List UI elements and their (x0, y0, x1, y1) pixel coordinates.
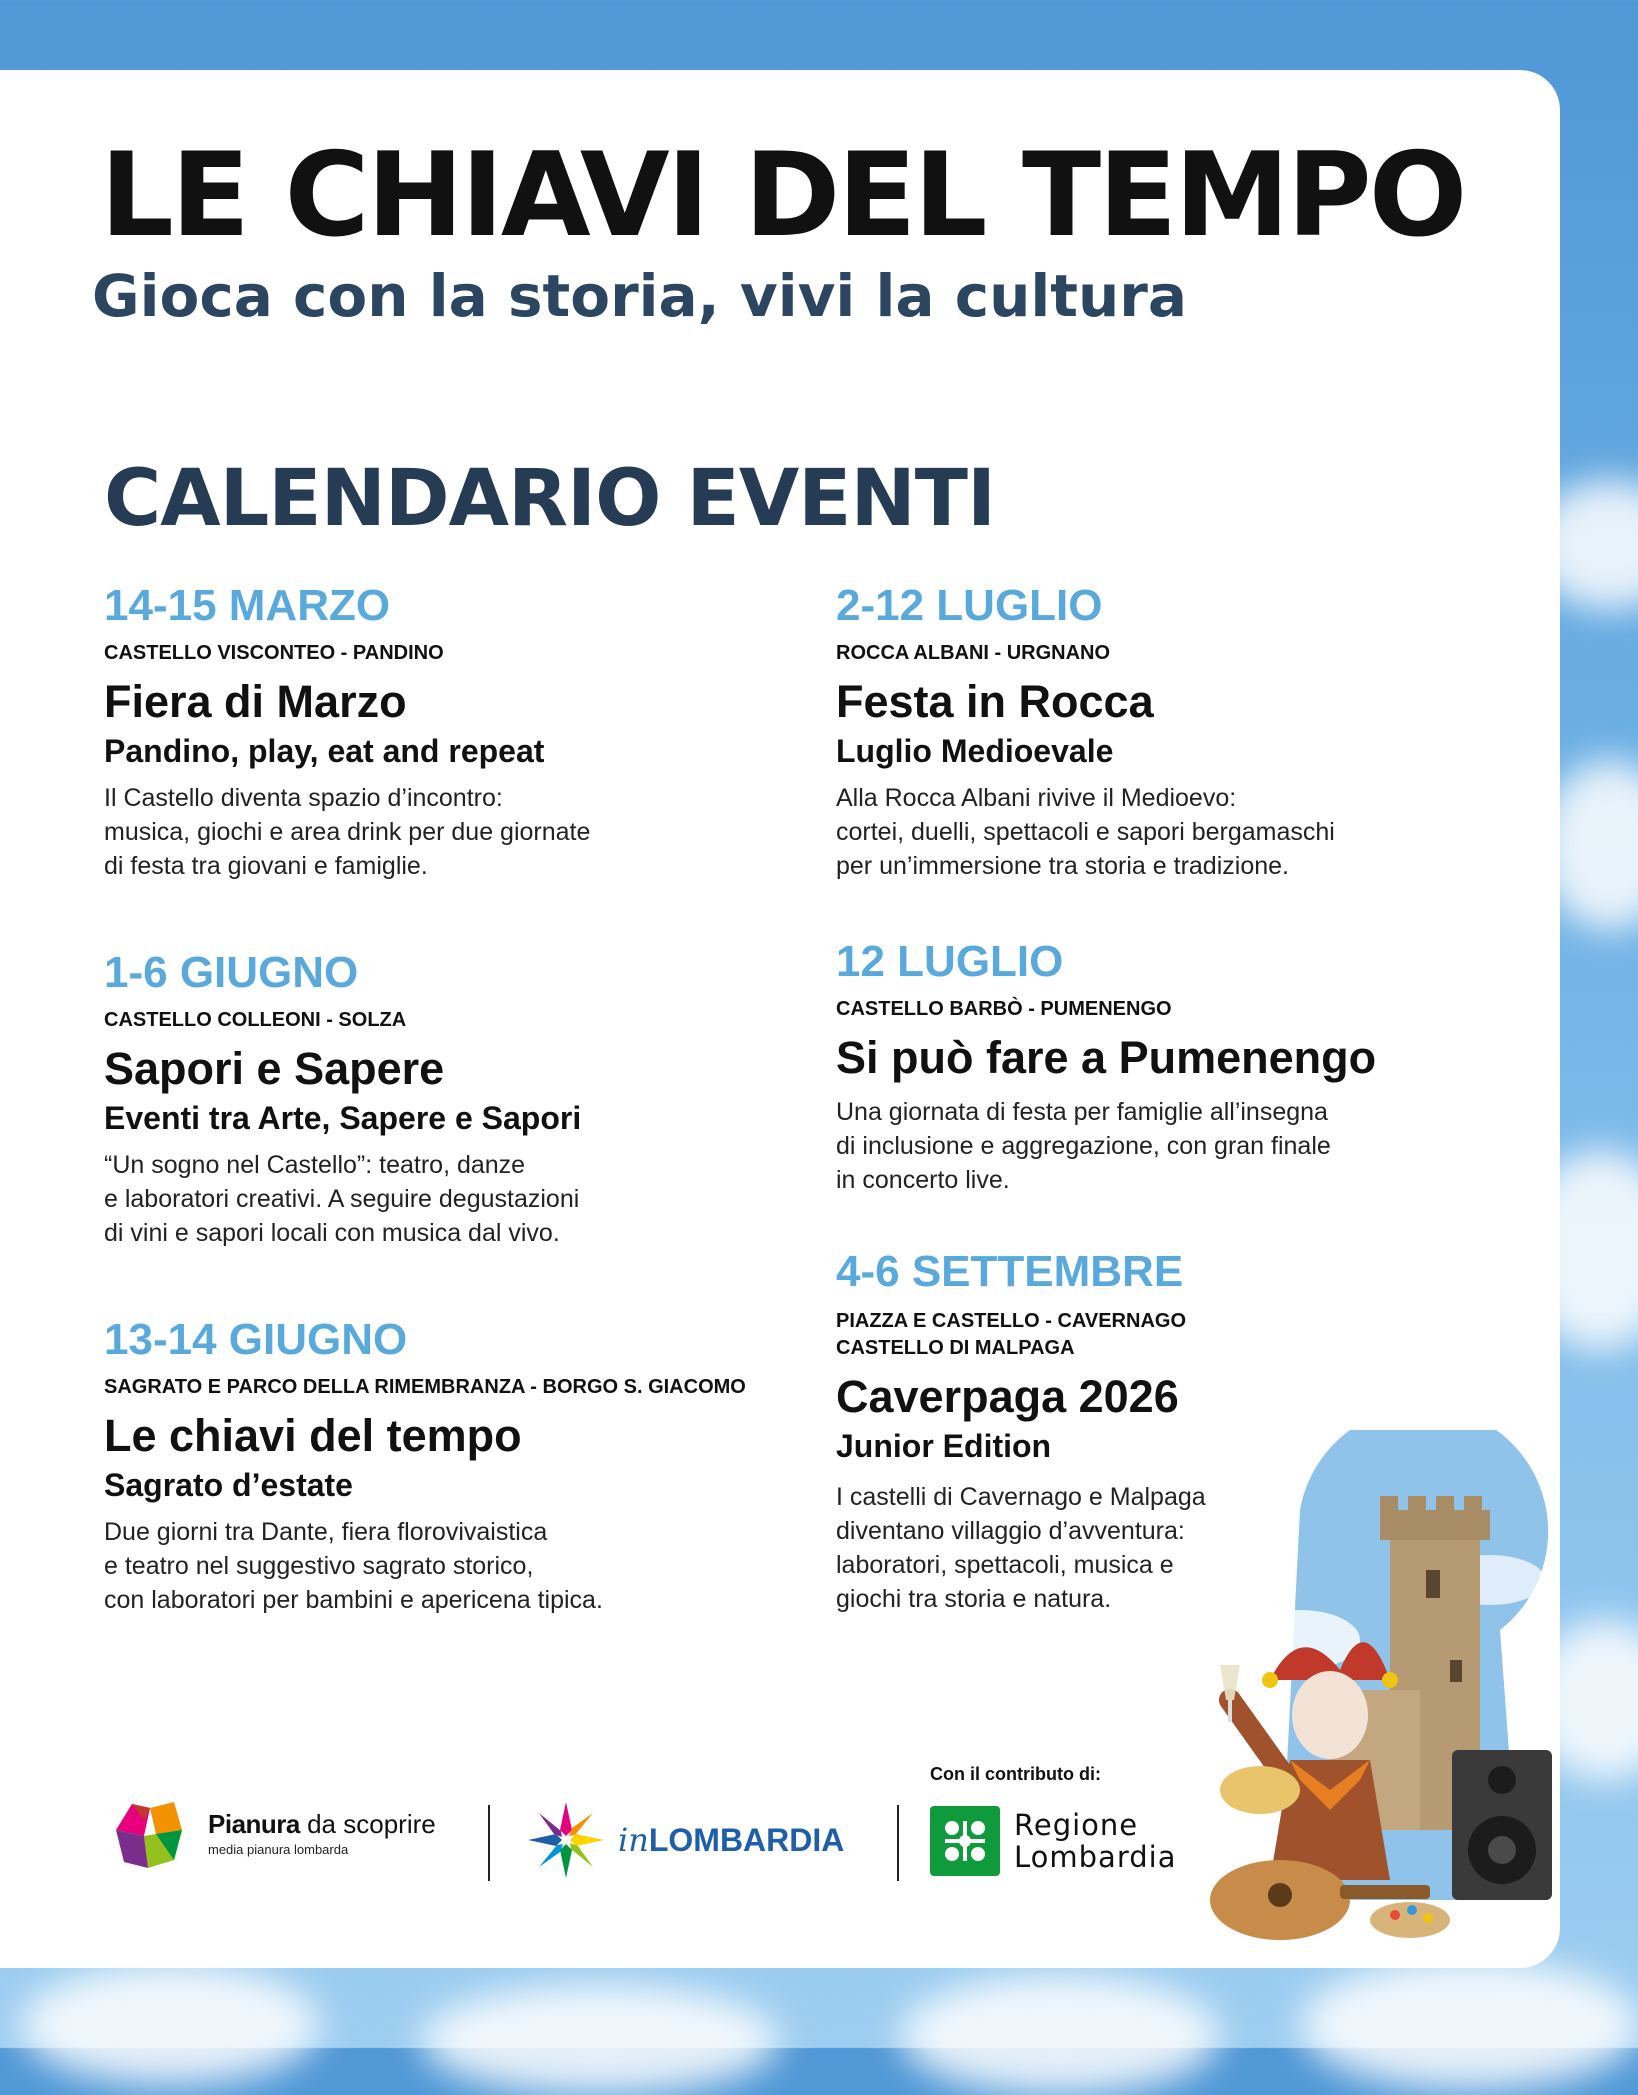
event-name: Caverpaga 2026 (836, 1371, 1179, 1422)
footer-divider (488, 1805, 490, 1881)
regione-line: Lombardia (1014, 1840, 1177, 1874)
event-description (836, 1095, 1556, 1197)
regione-wordmark (1014, 1809, 1176, 1873)
event-description (836, 781, 1556, 883)
event-card-festa-in-rocca (836, 581, 1556, 883)
inlombardia-wordmark: inLOMBARDIA (618, 1821, 845, 1859)
description-line: per un’immersione tra storia e tradizione. (836, 852, 1289, 881)
event-name: Sapori e Sapere (104, 1043, 445, 1094)
event-date: 4-6 SETTEMBRE (836, 1247, 1184, 1296)
event-venue: ROCCA ALBANI - URGNANO (836, 642, 1111, 664)
description-line: Alla Rocca Albani rivive il Medioevo: (836, 784, 1237, 813)
event-name: Fiera di Marzo (104, 676, 407, 727)
event-subtitle: Luglio Medioevale (836, 732, 1114, 769)
description-line: Due giorni tra Dante, fiera florovivaistica (104, 1518, 548, 1547)
cloud (900, 1975, 1220, 2095)
footer-divider (897, 1805, 899, 1881)
event-venue: CASTELLO BARBÒ - PUMENENGO (836, 998, 1172, 1020)
page-subtitle: Gioca con la storia, vivi la cultura (92, 262, 1188, 330)
event-subtitle: Pandino, play, eat and repeat (104, 732, 545, 769)
event-subtitle: Eventi tra Arte, Sapere e Sapori (104, 1099, 582, 1136)
description-line: di inclusione e aggregazione, con gran finale (836, 1131, 1331, 1160)
venue-line: PIAZZA E CASTELLO - CAVERNAGO (836, 1310, 1186, 1332)
cloud (420, 1985, 780, 2095)
jester-castle-illustration (1190, 1430, 1590, 1950)
event-venue: SAGRATO E PARCO DELLA RIMEMBRANZA - BORGO S. GIACOMO (104, 1376, 746, 1398)
pianura-name: Pianura da scoprire (208, 1809, 436, 1839)
event-name: Festa in Rocca (836, 676, 1154, 727)
event-name: Si può fare a Pumenengo (836, 1032, 1377, 1083)
description-line: e laboratori creativi. A seguire degustazioni (104, 1185, 580, 1214)
event-name: Le chiavi del tempo (104, 1410, 522, 1461)
regione-lombardia-logo (930, 1806, 1176, 1876)
event-venue: CASTELLO VISCONTEO - PANDINO (104, 642, 444, 664)
event-date: 2-12 LUGLIO (836, 581, 1103, 630)
regione-rose-icon (930, 1806, 1000, 1876)
description-line: musica, giochi e area drink per due giornate (104, 818, 591, 847)
event-date: 13-14 GIUGNO (104, 1315, 408, 1364)
event-date: 12 LUGLIO (836, 937, 1064, 986)
event-venue (836, 1308, 1556, 1362)
venue-line: CASTELLO DI MALPAGA (836, 1337, 1075, 1359)
event-date: 1-6 GIUGNO (104, 948, 359, 997)
inlombardia-logo (524, 1798, 844, 1882)
description-line: di vini e sapori locali con musica dal vivo. (104, 1219, 560, 1248)
event-description (104, 781, 824, 883)
section-title: CALENDARIO EVENTI (104, 454, 995, 544)
description-line: Il Castello diventa spazio d’incontro: (104, 784, 503, 813)
event-venue: CASTELLO COLLEONI - SOLZA (104, 1009, 407, 1031)
event-description (104, 1515, 824, 1617)
cloud (20, 1965, 320, 2085)
pianura-da-scoprire-logo (104, 1790, 436, 1876)
event-card-le-chiavi-del-tempo (104, 1315, 824, 1617)
description-line: diventano villaggio d’avventura: (836, 1517, 1185, 1546)
pianura-tagline: media pianura lombarda (208, 1842, 349, 1857)
event-card-sapori-e-sapere (104, 948, 824, 1250)
description-line: Una giornata di festa per famiglie all’insegna (836, 1097, 1328, 1126)
description-line: di festa tra giovani e famiglie. (104, 852, 428, 881)
event-description (104, 1148, 824, 1250)
description-line: “Un sogno nel Castello”: teatro, danze (104, 1151, 526, 1180)
regione-line: Regione (1014, 1808, 1139, 1842)
event-card-fiera-di-marzo (104, 581, 824, 883)
page-title: LE CHIAVI DEL TEMPO (100, 128, 1465, 263)
speaker (1452, 1750, 1552, 1900)
description-line: in concerto live. (836, 1165, 1010, 1194)
description-line: e teatro nel suggestivo sagrato storico, (104, 1552, 534, 1581)
description-line: laboratori, spettacoli, musica e (836, 1551, 1174, 1580)
description-line: con laboratori per bambini e apericena tipica. (104, 1586, 603, 1615)
event-subtitle: Sagrato d’estate (104, 1466, 353, 1503)
description-line: cortei, duelli, spettacoli e sapori bergamaschi (836, 818, 1335, 847)
event-date: 14-15 MARZO (104, 581, 391, 630)
description-line: giochi tra storia e natura. (836, 1585, 1112, 1614)
description-line: I castelli di Cavernago e Malpaga (836, 1483, 1206, 1512)
inlombardia-star-icon (524, 1798, 608, 1882)
contribution-label: Con il contributo di: (930, 1764, 1101, 1784)
event-card-si-puo-fare-a-pumenengo (836, 937, 1556, 1197)
cloud (1300, 1960, 1638, 2090)
pianura-hexagon-icon (104, 1790, 190, 1876)
event-subtitle: Junior Edition (836, 1427, 1052, 1464)
